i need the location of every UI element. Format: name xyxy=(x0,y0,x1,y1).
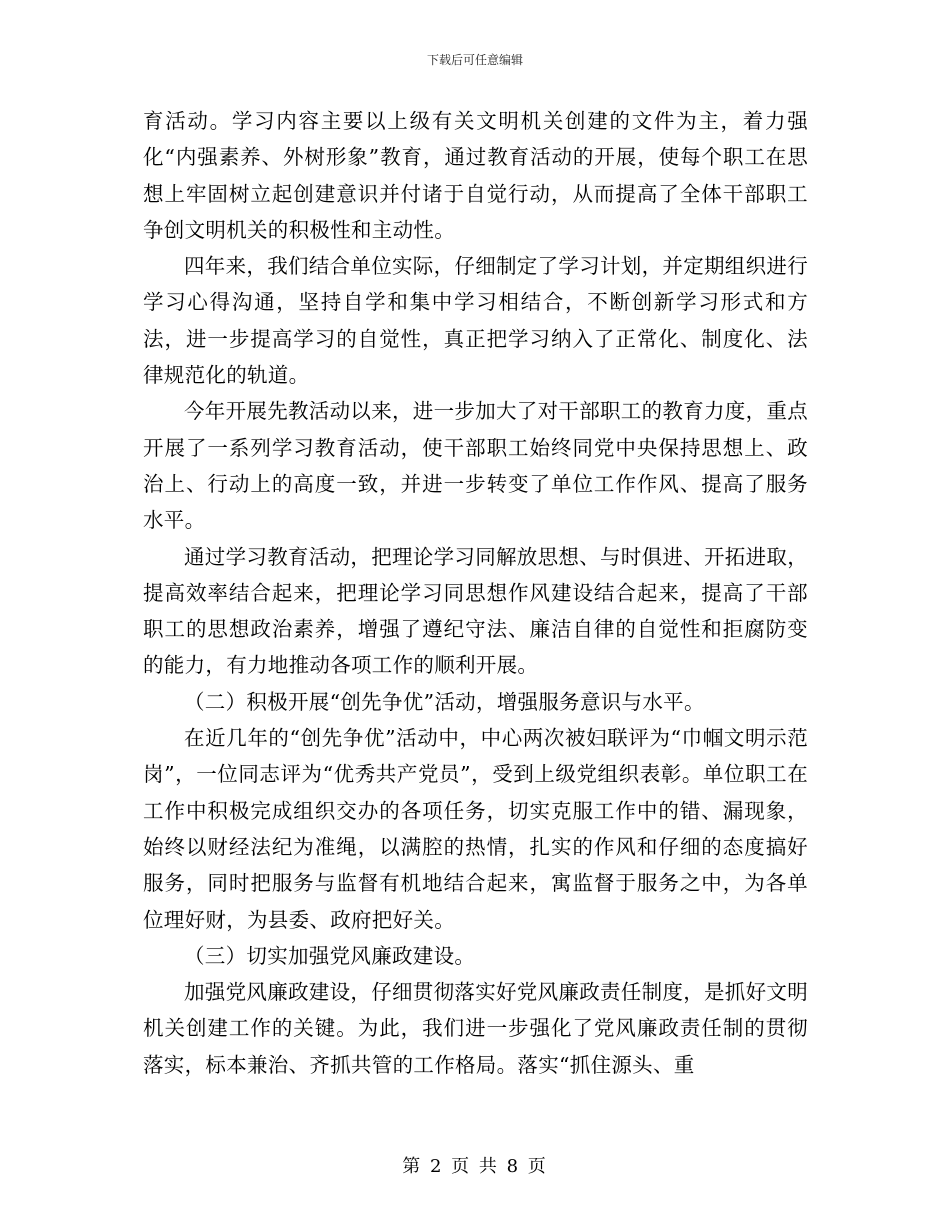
paragraph-4: 通过学习教育活动，把理论学习同解放思想、与时俱进、开拓进取，提高效率结合起来，把理论学习同思想作风建设结合起来，提高了干部职工的思想政治素养，增强了遵纪守法、廉洁自律的自觉性和拒腐防变的能力，有力地推动各项工作的顺利开展。 xyxy=(143,544,808,678)
paragraph-1: 育活动。学习内容主要以上级有关文明机关创建的文件为主，着力强化“内强素养、外树形象”教育，通过教育活动的开展，使每个职工在思想上牢固树立起创建意识并付诸于自觉行动，从而提高了全体干部职工争创文明机关的积极性和主动性。 xyxy=(143,109,808,242)
section-heading-3: （三）切实加强党风廉政建设。 xyxy=(184,943,476,968)
section-heading-2: （二）积极开展“创先争优”活动，增强服务意识与水平。 xyxy=(184,689,705,714)
document-body xyxy=(143,103,808,1083)
page-header: 下载后可任意编辑 xyxy=(426,53,523,67)
page-footer: 第 2 页 共 8 页 xyxy=(402,1156,548,1177)
paragraph-2: 四年来，我们结合单位实际，仔细制定了学习计划，并定期组织进行学习心得沟通，坚持自学和集中学习相结合，不断创新学习形式和方法，进一步提高学习的自觉性，真正把学习纳入了正常化、制度化、法律规范化的轨道。 xyxy=(143,254,808,388)
paragraph-6: 加强党风廉政建设，仔细贯彻落实好党风廉政责任制度，是抓好文明机关创建工作的关键。为此，我们进一步强化了党风廉政责任制的贯彻落实，标本兼治、齐抓共管的工作格局。落实“抓住源头、重 xyxy=(143,980,808,1077)
paragraph-3: 今年开展先教活动以来，进一步加大了对干部职工的教育力度，重点开展了一系列学习教育活动，使干部职工始终同党中央保持思想上、政治上、行动上的高度一致，并进一步转变了单位工作作风、提高了服务水平。 xyxy=(143,399,808,533)
paragraph-5: 在近几年的“创先争优”活动中，中心两次被妇联评为“巾帼文明示范岗”，一位同志评为“优秀共产党员”，受到上级党组织表彰。单位职工在工作中积极完成组织交办的各项任务，切实克服工作中的错、漏现象，始终以财经法纪为准绳，以满腔的热情，扎实的作风和仔细的态度搞好服务，同时把服务与监督有机地结合起来，寓监督于服务之中，为各单位理好财，为县委、政府把好关。 xyxy=(143,726,808,932)
